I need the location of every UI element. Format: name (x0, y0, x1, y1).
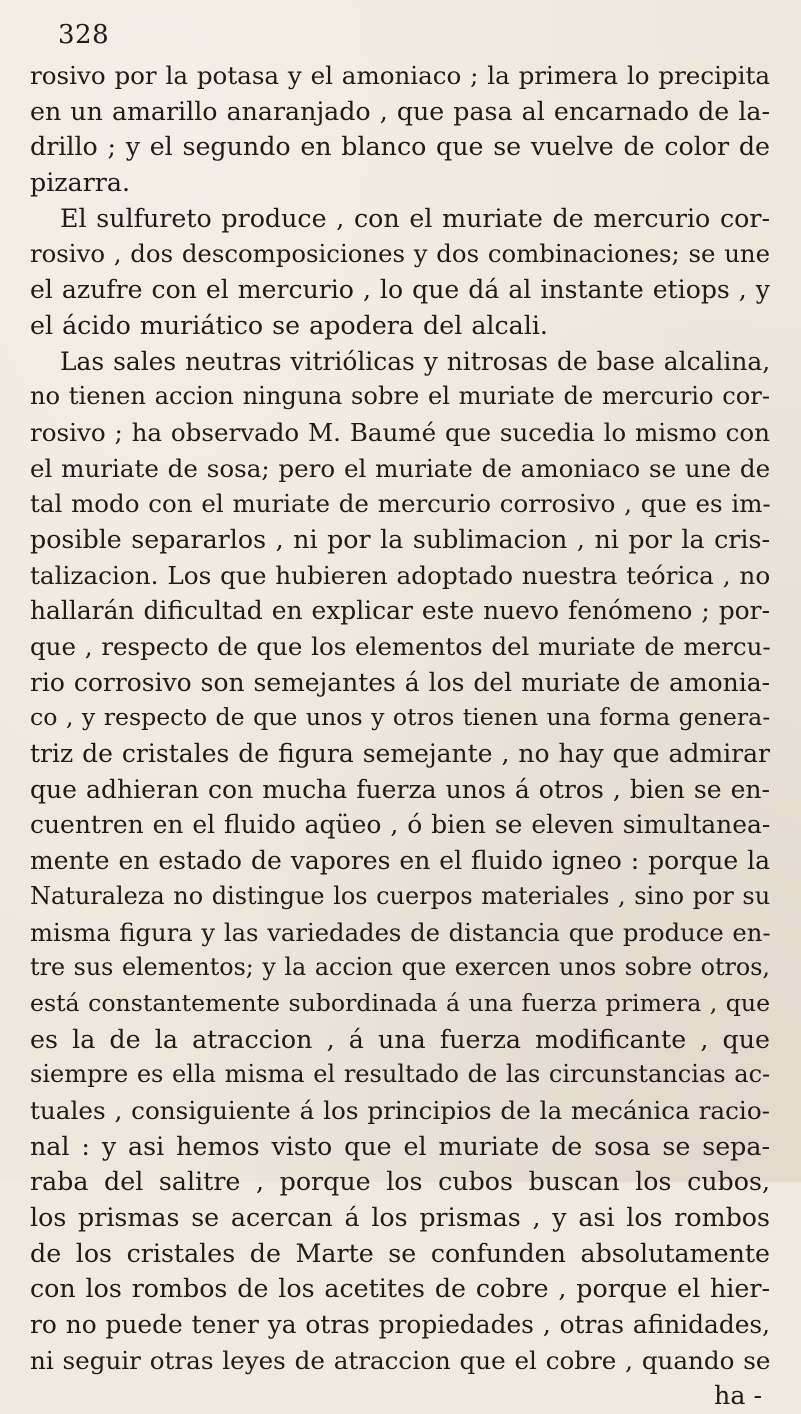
text-line: mente en estado de vapores en el fluido igneo : porque la (30, 846, 770, 876)
text-line: talizacion. Los que hubieren adoptado nuestra teórica , no (30, 560, 771, 590)
text-line: el muriate de sosa; pero el muriate de amoniaco se une de (30, 453, 771, 483)
text-line: tuales , consiguiente á los principios de la mecánica racio- (30, 1095, 770, 1125)
text-line: rosivo ; ha observado M. Baumé que sucedia lo mismo con (30, 417, 770, 447)
text-line: triz de cristales de figura semejante , no hay que admirar (30, 739, 770, 769)
text-line: rosivo por la potasa y el amoniaco ; la primera lo precipita (30, 61, 770, 90)
text-line: con los rombos de los acetites de cobre , porque el hier- (30, 1274, 770, 1304)
text-line: cuentren en el fluido aqüeo , ó bien se eleven simultanea- (30, 810, 771, 840)
text-line: el ácido muriático se apodera del alcali. (30, 310, 548, 340)
text-line: pizarra. (30, 168, 131, 198)
text-line: nal : y asi hemos visto que el muriate de sosa se sepa- (30, 1131, 770, 1161)
text-line: Naturaleza no distingue los cuerpos materiales , sino por su (30, 881, 771, 910)
catchword: ha - (714, 1381, 762, 1411)
text-line: ni seguir otras leyes de atraccion que el cobre , quando se (30, 1345, 771, 1375)
text-line: los prismas se acercan á los prismas , y asi los rombos (30, 1203, 770, 1232)
text-line: ro no puede tener ya otras propiedades , otras afinidades, (30, 1310, 771, 1340)
text-line: que , respecto de que los elementos del muriate de mercu- (30, 632, 771, 661)
text-line: tre sus elementos; y la accion que exercen unos sobre otros, (30, 953, 770, 982)
text-line: raba del salitre , porque los cubos buscan los cubos, (30, 1167, 770, 1197)
text-line: es la de la atraccion , á una fuerza modificante , que (30, 1024, 770, 1054)
text-line: está constantemente subordinada á una fuerza primera , que (30, 988, 771, 1017)
text-line: hallarán dificultad en explicar este nuevo fenómeno ; por- (30, 596, 770, 626)
text-line: drillo ; y el segundo en blanco que se vuelve de color de (30, 132, 770, 162)
text-line: posible separarlos , ni por la sublimacion , ni por la cris- (30, 524, 770, 554)
text-line: misma figura y las variedades de distancia que produce en- (30, 917, 771, 947)
page-number: 328 (58, 20, 110, 50)
text-line: de los cristales de Marte se confunden absolutamente (30, 1238, 770, 1268)
text-line: que adhieran con mucha fuerza unos á otros , bien se en- (30, 774, 770, 804)
text-line: rosivo , dos descomposiciones y dos combinaciones; se une (30, 239, 770, 269)
text-line: el azufre con el mercurio , lo que dá al instante etiops , y (30, 275, 770, 305)
body-text (30, 58, 770, 1414)
text-line: en un amarillo anaranjado , que pasa al encarnado de la- (30, 96, 770, 126)
text-line: no tienen accion ninguna sobre el muriate de mercurio cor- (30, 382, 770, 411)
text-line: siempre es ella misma el resultado de las circunstancias ac- (30, 1060, 771, 1089)
text-line: co , y respecto de que unos y otros tienen una forma genera- (30, 703, 771, 732)
text-line: tal modo con el muriate de mercurio corrosivo , que es im- (30, 489, 771, 519)
text-line: El sulfureto produce , con el muriate de mercurio cor- (60, 203, 770, 233)
text-line: rio corrosivo son semejantes á los del muriate de amonia- (30, 667, 770, 697)
text-line: Las sales neutras vitriólicas y nitrosas de base alcalina, (60, 346, 771, 376)
